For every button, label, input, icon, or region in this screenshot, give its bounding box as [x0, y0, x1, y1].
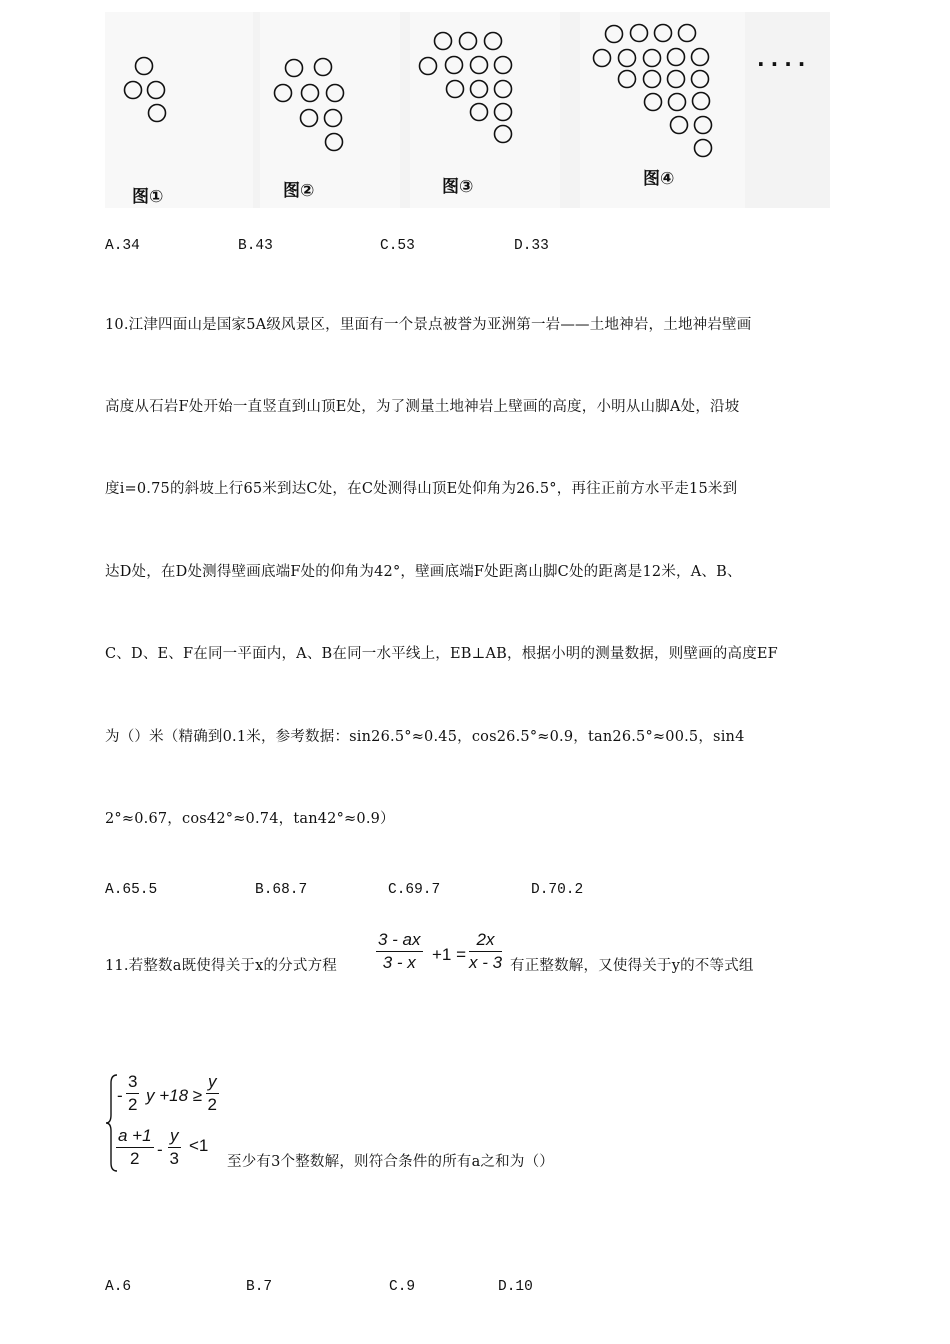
pattern-figure [105, 12, 830, 208]
q11-eq-plus: +1 = [432, 945, 467, 964]
q11-suffix: 至少有3个整数解，则符合条件的所有a之和为（） [227, 1154, 554, 1170]
q10-line-6: 为（）米（精确到0.1米，参考数据：sin26.5°≈0.45，cos26.5°≈0.9，tan26.5°≈00.5，sin4 [105, 729, 745, 745]
figure-label-1: 图① [132, 187, 164, 207]
q11-prefix: 11.若整数a既使得关于x的分式方程 [105, 958, 337, 974]
q10-option-a: A.65.5 [105, 882, 158, 898]
q9-option-d: D.33 [514, 238, 549, 254]
ineq1-rhs-fraction [206, 1072, 219, 1115]
ineq1-coef-den: 2 [128, 1095, 138, 1114]
pattern-2 [275, 59, 344, 151]
q11-eq-fraction-2 [469, 930, 502, 973]
ineq1-rhs-den: 2 [207, 1095, 217, 1114]
q11-eq-frac1-den: 3 - x [382, 953, 416, 972]
q9-option-b: B.43 [238, 238, 273, 254]
figure-label-4: 图④ [643, 169, 675, 189]
q11-option-a: A.6 [105, 1279, 132, 1295]
ineq2-fraction-1 [116, 1126, 154, 1169]
figure-label-2: 图② [283, 181, 315, 201]
q10-line-1: 10.江津四面山是国家5A级风景区，里面有一个景点被誉为亚洲第一岩——土地神岩，土地神岩壁画 [105, 317, 752, 333]
q11-eq-frac2-num: 2x [469, 930, 502, 952]
ineq1-rhs-num: y [206, 1072, 219, 1094]
pattern-3 [420, 33, 512, 143]
ineq1-mid: y +18 ≥ [146, 1086, 203, 1105]
q10-option-d: D.70.2 [531, 882, 584, 898]
q11-eq-fraction-1 [376, 930, 423, 973]
ineq2-frac2-num: y [168, 1126, 181, 1148]
pattern-1 [125, 58, 166, 122]
q11-option-b: B.7 [246, 1279, 273, 1295]
ineq1-coef-fraction [126, 1072, 139, 1115]
figure-label-3: 图③ [442, 177, 474, 197]
ineq2-rhs: <1 [189, 1136, 209, 1155]
ineq2-frac1-den: 2 [130, 1149, 140, 1168]
q10-line-5: C、D、E、F在同一平面内，A、B在同一水平线上，EB⊥AB，根据小明的测量数据，则壁画的高度EF [105, 646, 778, 662]
q11-eq-frac1-num: 3 - ax [376, 930, 423, 952]
q11-option-d: D.10 [498, 1279, 533, 1295]
ineq1-minus: - [117, 1086, 123, 1105]
ineq1-coef-num: 3 [126, 1072, 139, 1094]
q10-option-b: B.68.7 [255, 882, 308, 898]
q9-option-a: A.34 [105, 238, 140, 254]
q10-line-4: 达D处，在D处测得壁画底端F处的仰角为42°，壁画底端F处距离山脚C处的距离是12米，A、B、 [105, 564, 742, 580]
ineq2-fraction-2 [168, 1126, 181, 1169]
q10-option-c: C.69.7 [388, 882, 441, 898]
ineq2-minus: - [157, 1140, 163, 1159]
ellipsis-dots: ···· [757, 52, 812, 76]
q10-line-7: 2°≈0.67，cos42°≈0.74，tan42°≈0.9） [105, 811, 395, 827]
q11-option-c: C.9 [389, 1279, 416, 1295]
q11-eq-frac2-den: x - 3 [469, 953, 503, 972]
q9-option-c: C.53 [380, 238, 415, 254]
q10-line-2: 高度从石岩F处开始一直竖直到山顶E处，为了测量土地神岩上壁画的高度，小明从山脚A处，沿坡 [105, 399, 740, 415]
ineq2-frac2-den: 3 [169, 1149, 179, 1168]
ineq2-frac1-num: a +1 [116, 1126, 154, 1148]
q11-middle: 有正整数解，又使得关于y的不等式组 [510, 958, 754, 974]
pattern-4 [594, 25, 712, 157]
q10-line-3: 度i=0.75的斜坡上行65米到达C处，在C处测得山顶E处仰角为26.5°，再往正前方水平走15米到 [105, 481, 738, 497]
